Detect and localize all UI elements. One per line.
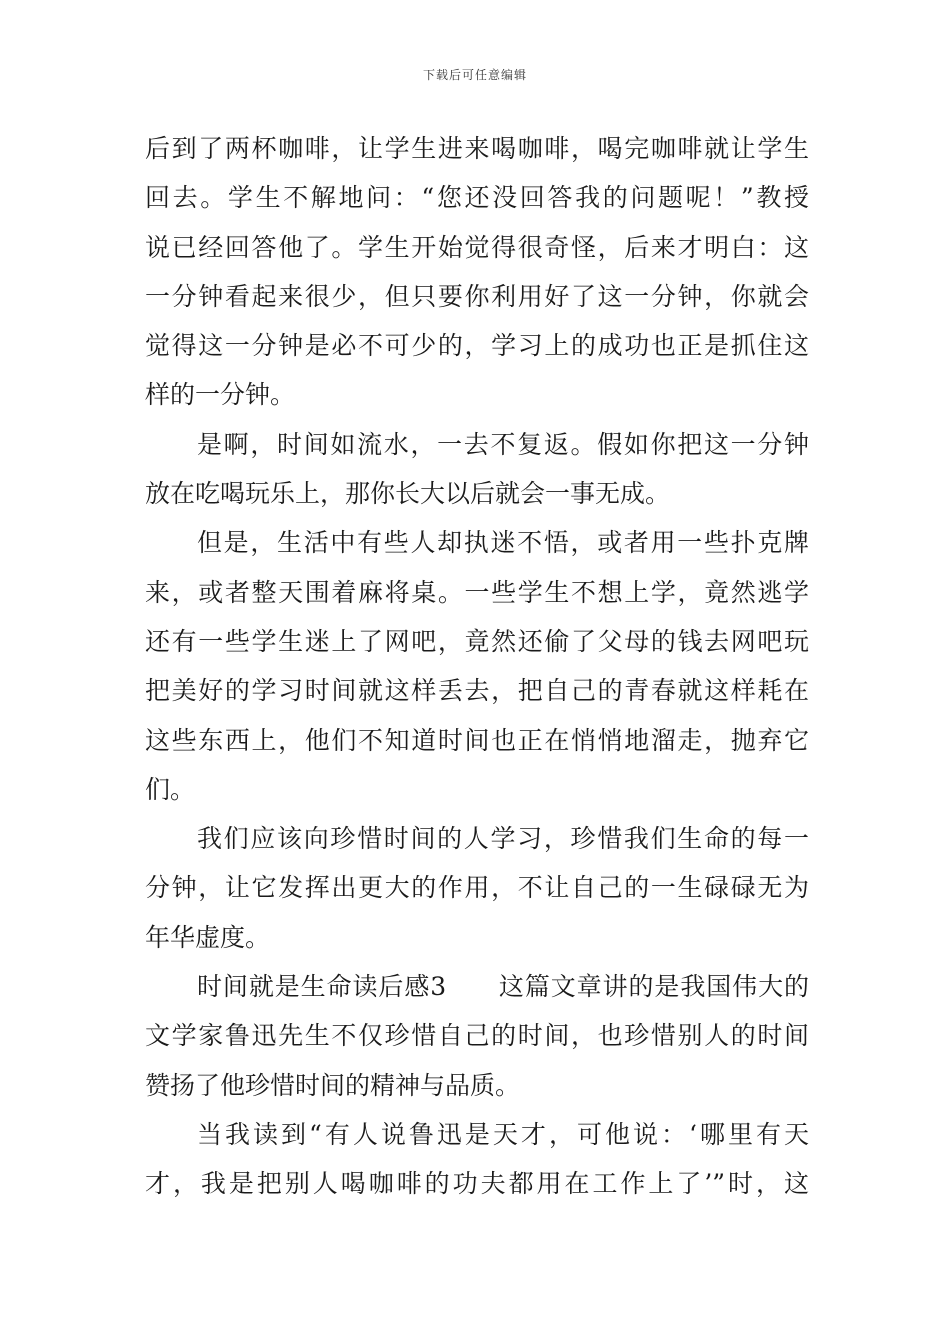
text-line: 把美好的学习时间就这样丢去，把自己的青春就这样耗在 [145,676,809,706]
text-line: 赞扬了他珍惜时间的精神与品质。 [145,1070,521,1100]
paragraph-first-line: 当我读到“有人说鲁迅是天才，可他说：‘哪里有天 [197,1119,809,1149]
document-body [145,124,809,1209]
text-line: 来，或者整天围着麻将桌。一些学生不想上学，竟然逃学 [145,577,809,607]
text-line: 还有一些学生迷上了网吧，竟然还偷了父母的钱去网吧玩 [145,626,809,656]
paragraph-first-line: 但是，生活中有些人却执迷不悟，或者用一些扑克牌 [197,528,809,558]
paragraph-first-line: 我们应该向珍惜时间的人学习，珍惜我们生命的每一 [197,824,809,854]
text-line: 说已经回答他了。学生开始觉得很奇怪，后来才明白：这 [145,232,809,262]
text-line: 们。 [145,774,196,804]
text-line: 年华虚度。 [145,922,271,952]
text-line: 文学家鲁迅先生不仅珍惜自己的时间，也珍惜别人的时间 [145,1021,809,1051]
text-line: 这些东西上，他们不知道时间也正在悄悄地溜走，抛弃它 [145,725,809,755]
text-line: 样的一分钟。 [145,380,296,410]
paragraph-first-line: 时间就是生命读后感3 这篇文章讲的是我国伟大的 [197,972,809,1002]
text-line: 回去。学生不解地问：“您还没回答我的问题呢！”教授 [145,183,809,213]
text-line: 放在吃喝玩乐上，那你长大以后就会一事无成。 [145,479,671,509]
text-line: 觉得这一分钟是必不可少的，学习上的成功也正是抓住这 [145,331,809,361]
page-header: 下载后可任意编辑 [422,68,527,82]
text-line: 才，我是把别人喝咖啡的功夫都用在工作上了’”时，这 [145,1169,809,1199]
text-line: 分钟，让它发挥出更大的作用，不让自己的一生碌碌无为 [145,873,809,903]
paragraph-first-line: 是啊，时间如流水，一去不复返。假如你把这一分钟 [197,429,809,459]
text-line: 后到了两杯咖啡，让学生进来喝咖啡，喝完咖啡就让学生 [145,134,809,163]
text-line: 一分钟看起来很少，但只要你利用好了这一分钟，你就会 [145,281,809,311]
